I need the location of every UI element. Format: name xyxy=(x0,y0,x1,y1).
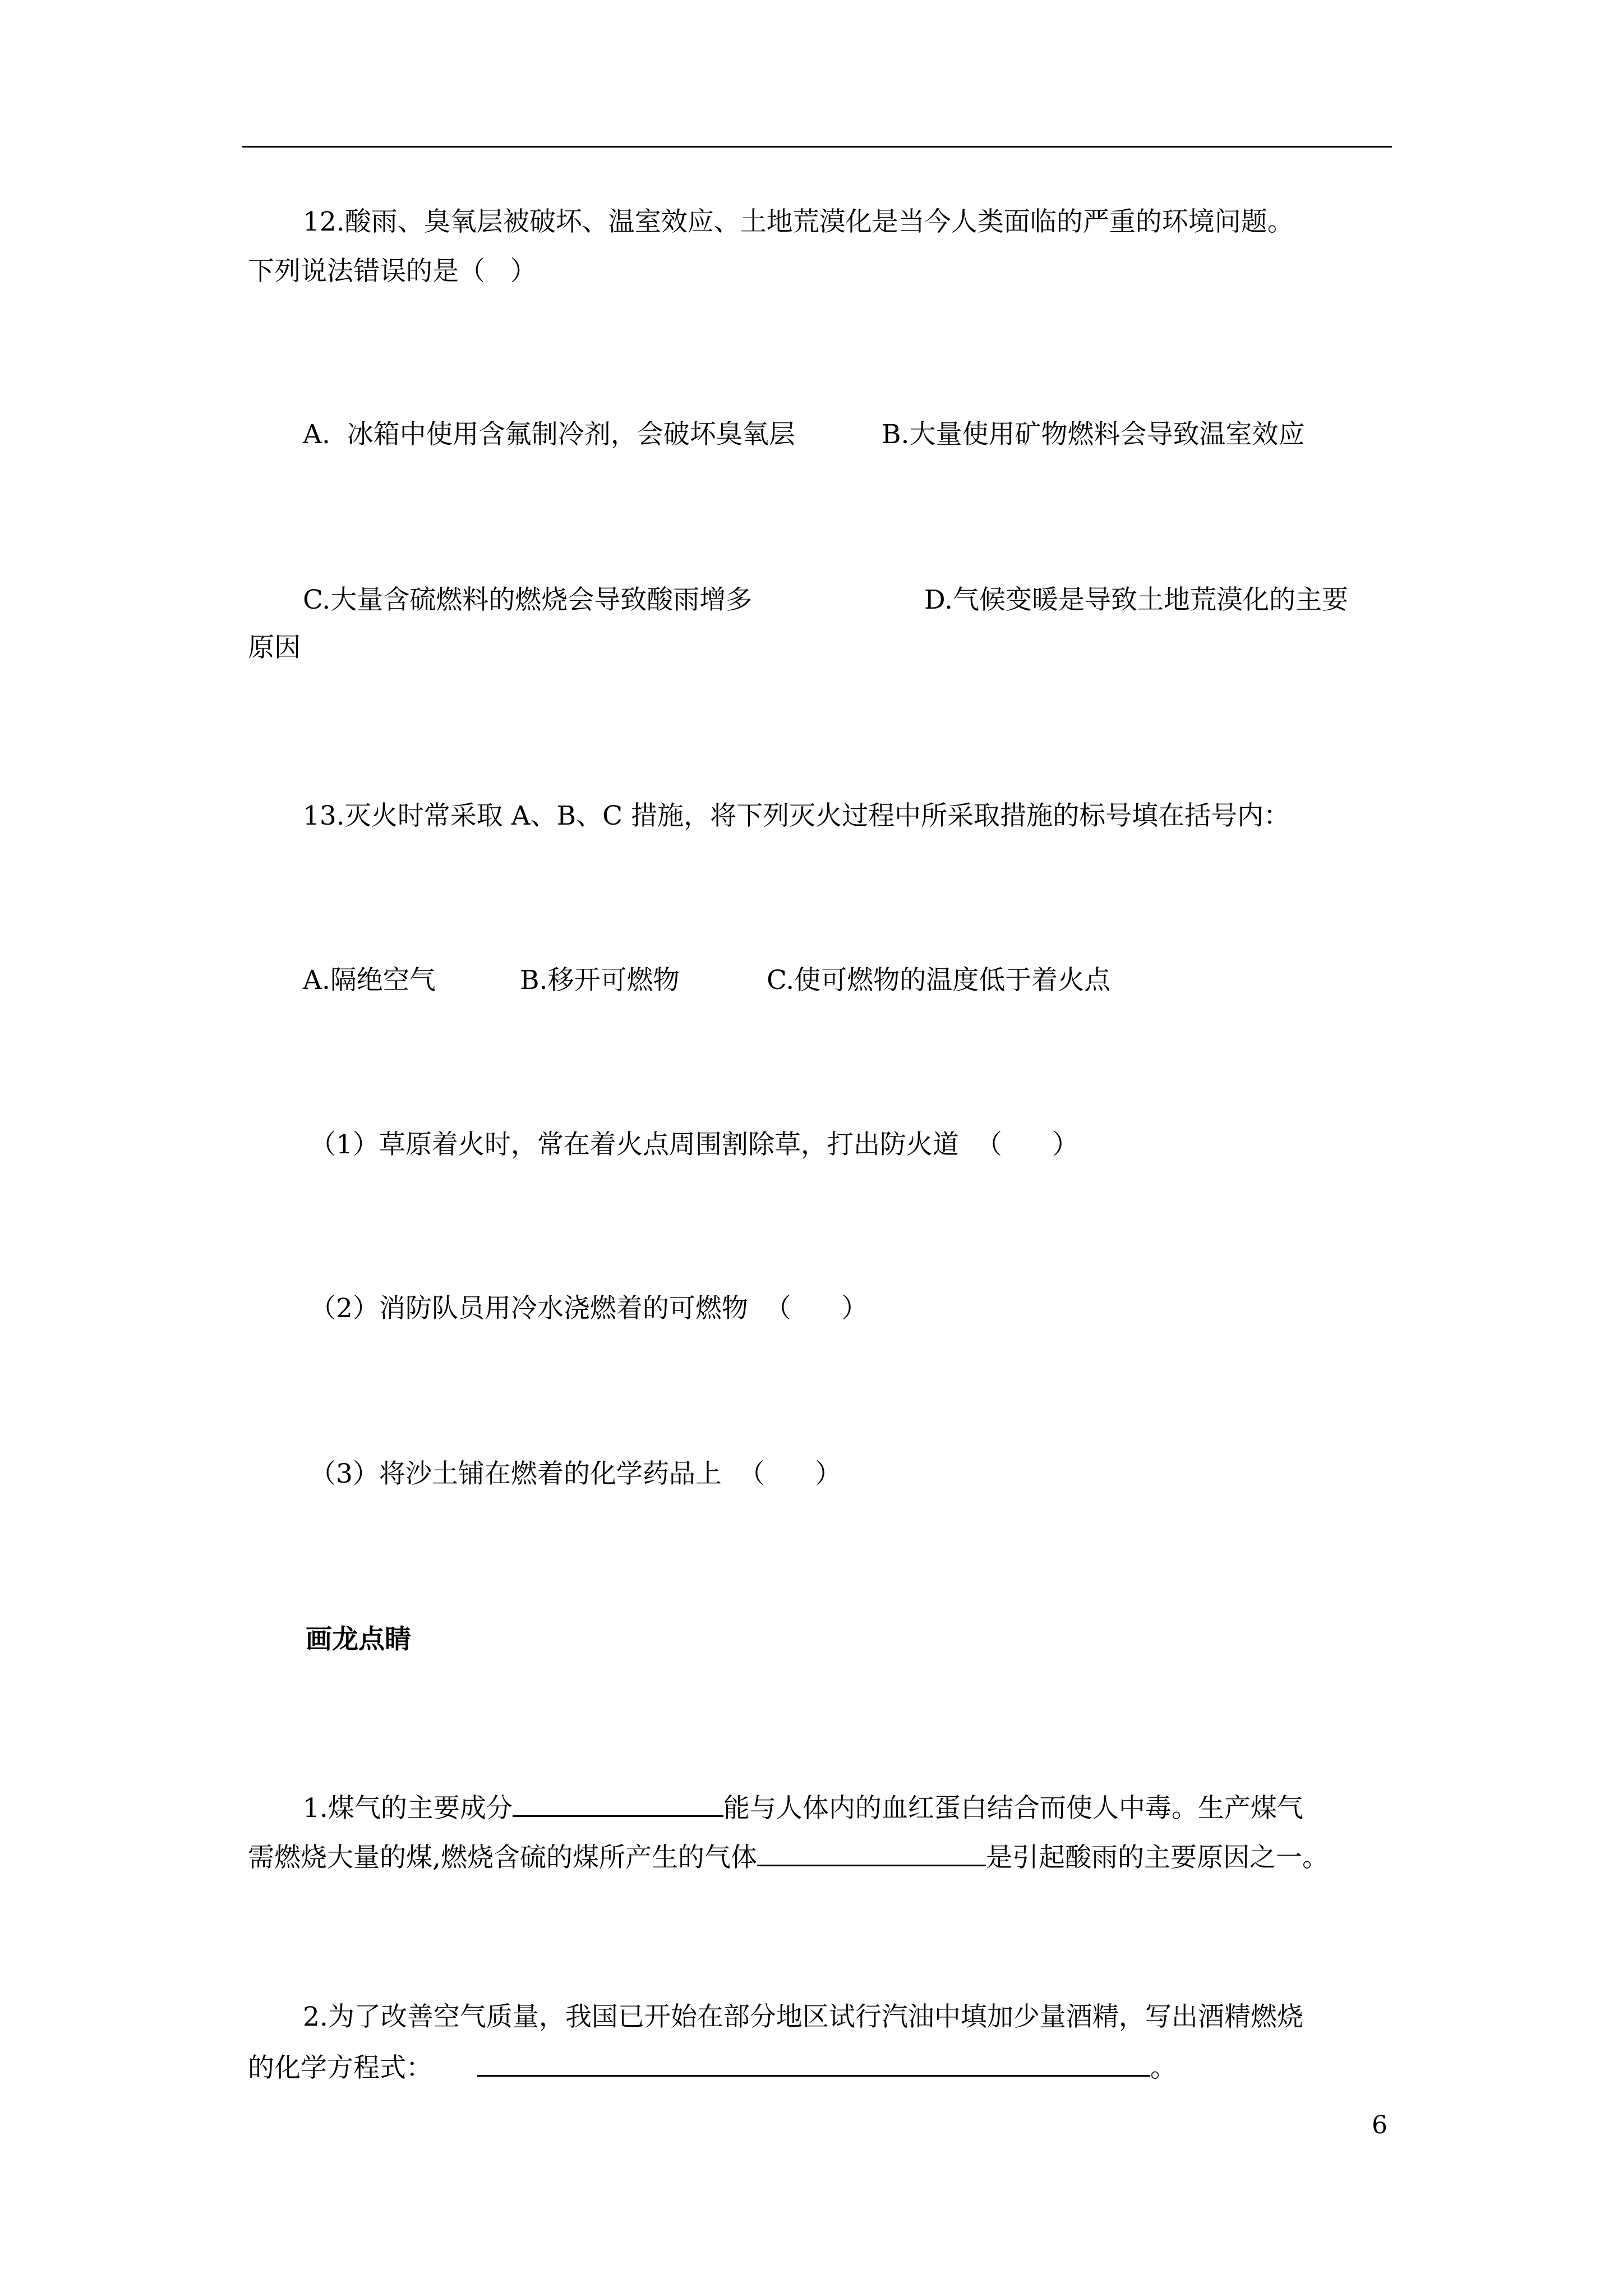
page-number: 6 xyxy=(1372,2111,1387,2139)
header-rule xyxy=(242,146,1392,148)
q13-item-3: （3）将沙土铺在燃着的化学药品上 （ ） xyxy=(310,1458,842,1489)
q12-stem-line2: 下列说法错误的是（ ） xyxy=(248,256,537,287)
q13-choice-b: B.移开可燃物 xyxy=(520,965,680,996)
q13-choice-c: C.使可燃物的温度低于着火点 xyxy=(767,965,1111,996)
answer-blank-co[interactable] xyxy=(513,1788,723,1817)
s2-line2-end: 。 xyxy=(1150,2053,1177,2083)
q12-stem-line1: 12.酸雨、臭氧层被破坏、温室效应、土地荒漠化是当今人类面临的严重的环境问题。 xyxy=(303,206,1294,237)
s1-part2: 能与人体内的血红蛋白结合而使人中毒。生产煤气 xyxy=(723,1793,1303,1824)
q12-option-d-line1: D.气候变暖是导致土地荒漠化的主要 xyxy=(924,585,1348,615)
s2-line1: 2.为了改善空气质量，我国已开始在部分地区试行汽油中填加少量酒精，写出酒精燃烧 xyxy=(303,2001,1303,2032)
s2-line2 xyxy=(248,2048,1177,2085)
q13-item-1: （1）草原着火时，常在着火点周围割除草，打出防火道 （ ） xyxy=(310,1129,1079,1160)
s1-line2 xyxy=(248,1838,1329,1875)
q12-option-c: C.大量含硫燃料的燃烧会导致酸雨增多 xyxy=(303,585,753,615)
s1-part4: 是引起酸雨的主要原因之一。 xyxy=(985,1842,1329,1873)
answer-blank-so2[interactable] xyxy=(757,1838,986,1866)
s1-part1: 1.煤气的主要成分 xyxy=(303,1793,513,1824)
q12-option-b: B.大量使用矿物燃料会导致温室效应 xyxy=(882,419,1305,450)
s2-line2-label: 的化学方程式： xyxy=(248,2053,432,2083)
section-title: 画龙点睛 xyxy=(306,1624,411,1655)
q13-stem: 13.灭火时常采取 A、B、C 措施，将下列灭火过程中所采取措施的标号填在括号内： xyxy=(303,800,1290,831)
q12-option-a: A. 冰箱中使用含氟制冷剂，会破坏臭氧层 xyxy=(303,419,795,450)
answer-blank-equation[interactable] xyxy=(477,2048,1150,2077)
q13-choice-a: A.隔绝空气 xyxy=(303,965,436,996)
q12-option-d-line2: 原因 xyxy=(248,632,301,663)
q13-item-2: （2）消防队员用冷水浇燃着的可燃物 （ ） xyxy=(310,1293,868,1324)
s1-line1 xyxy=(303,1788,1303,1825)
s1-part3: 需燃烧大量的煤,燃烧含硫的煤所产生的气体 xyxy=(248,1842,757,1873)
